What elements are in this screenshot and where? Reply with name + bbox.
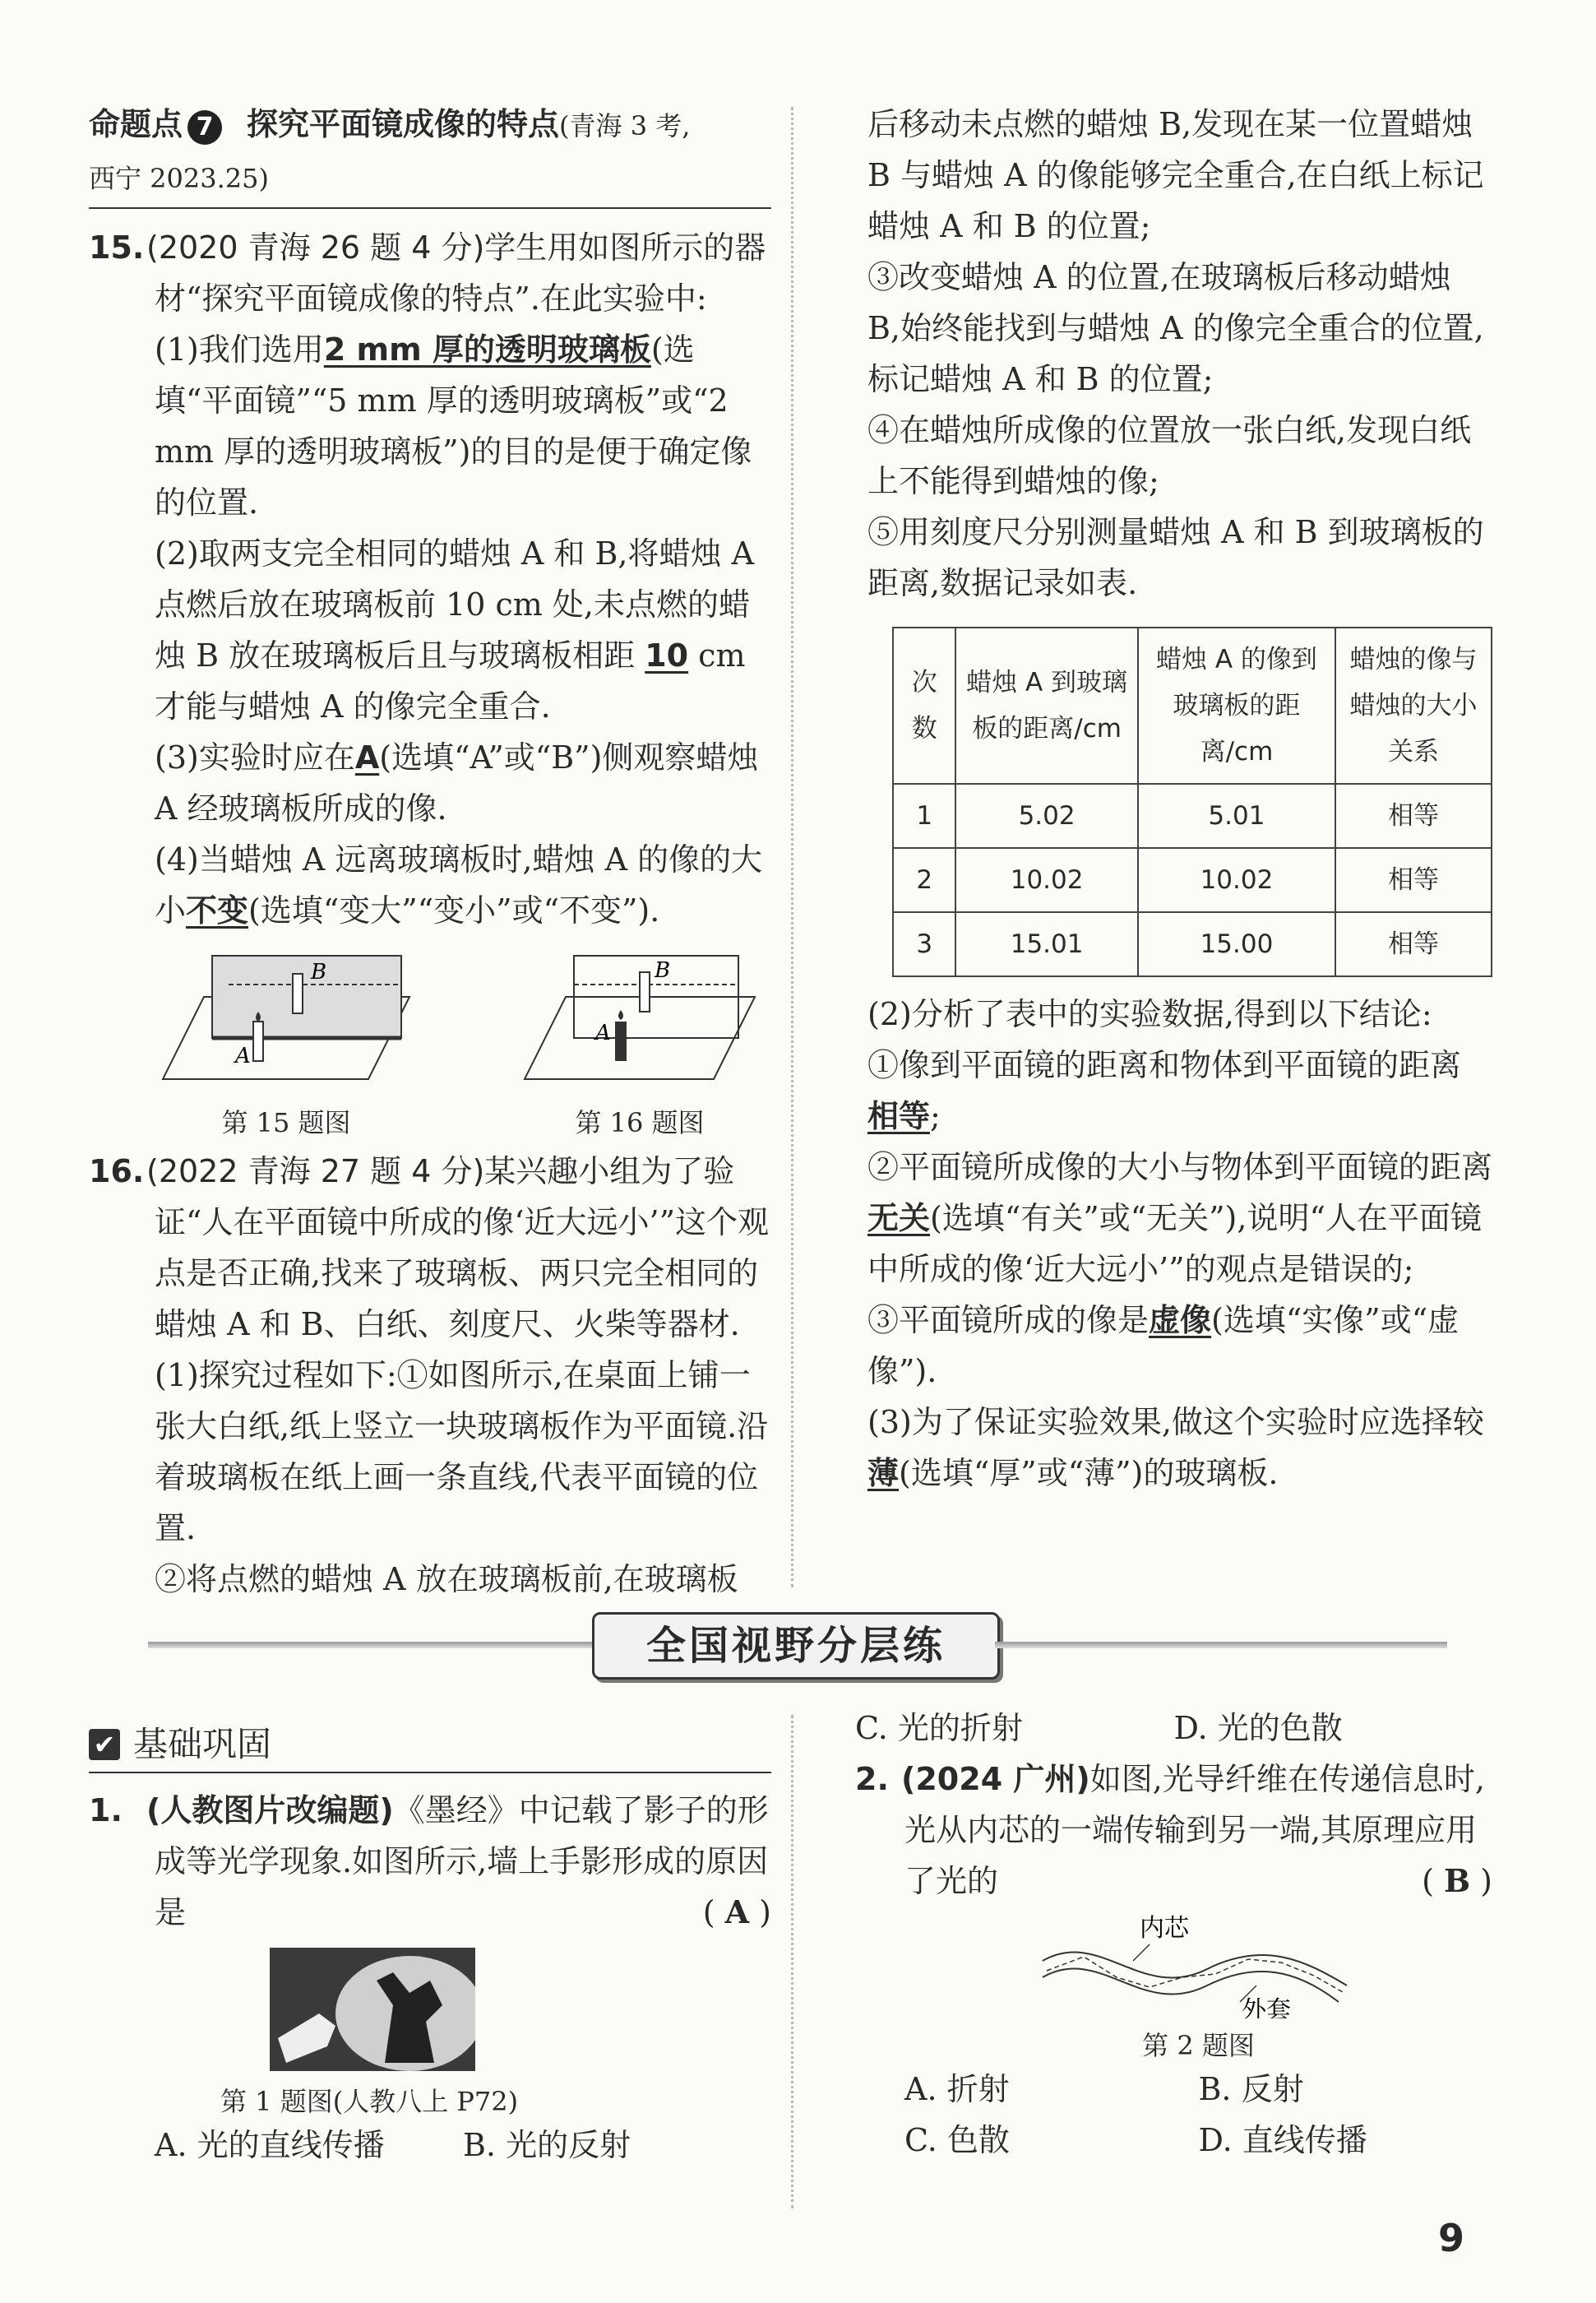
option-a: A. 折射 [904, 2071, 1010, 2107]
section-title: 基础巩固 [133, 1724, 272, 1764]
question-source: (人教图片改编题) [146, 1792, 394, 1828]
candle-b-label: B [311, 960, 327, 985]
table-header: 次数 [893, 628, 955, 784]
data-table [892, 627, 1492, 977]
q15-answer-4: 不变 [186, 892, 249, 929]
q16-answer-2: 无关 [867, 1200, 931, 1236]
q16-step-3: ③改变蜡烛 A 的位置,在玻璃板后移动蜡烛 B,始终能找到与蜡烛 A 的像完全重合的位置,标记蜡烛 A 和 B 的位置; [867, 259, 1484, 397]
section-heading [89, 1719, 771, 1773]
section-banner [148, 1612, 1447, 1678]
question-number: 2. [855, 1761, 889, 1797]
table-cell: 相等 [1335, 912, 1492, 976]
label-core: 内芯 [1139, 1914, 1189, 1943]
q2-options-row2 [904, 2115, 1492, 2166]
q16-conclusion-1: ①像到平面镜的距离和物体到平面镜的距离 [867, 1047, 1462, 1083]
option-c: C. 色散 [904, 2122, 1010, 2158]
table-header-row [893, 628, 1492, 784]
banner-rule-left [148, 1642, 592, 1648]
question-16 [89, 1146, 771, 1605]
q16-step-5: ⑤用刻度尺分别测量蜡烛 A 和 B 到玻璃板的距离,数据记录如表. [867, 514, 1484, 601]
q16-step-2: ②将点燃的蜡烛 A 放在玻璃板前,在玻璃板 [155, 1561, 738, 1597]
answer-bracket: ( B ) [1422, 1862, 1492, 1899]
question-source: (2022 青海 27 题 4 分) [146, 1153, 485, 1189]
figure-16-caption: 第 16 题图 [575, 1107, 705, 1138]
table-cell: 2 [893, 848, 955, 912]
q16-conclusion-3-end: (选填“实像”或“虚像”). [867, 1302, 1460, 1389]
q15-part2-text: (2)取两支完全相同的蜡烛 A 和 B,将蜡烛 A 点燃后放在玻璃板前 10 cm 处,未点燃的蜡烛 B 放在玻璃板后且与玻璃板相距 [155, 535, 755, 674]
question-15 [89, 222, 771, 936]
q15-part1-text: (1)我们选用 [155, 331, 324, 368]
q16-conclusion-3: ③平面镜所成的像是 [867, 1302, 1150, 1338]
table-cell: 15.00 [1138, 912, 1335, 976]
q16-answer-4: 薄 [867, 1455, 900, 1491]
topic-source-2: 西宁 2023.25) [89, 163, 269, 194]
table-cell: 10.02 [955, 848, 1137, 912]
q1-options-row1 [155, 2120, 771, 2171]
left-column [89, 99, 771, 1605]
right-column-bottom [855, 1703, 1492, 2166]
question-2 [855, 1754, 1492, 2166]
option-c: C. 光的折射 [855, 1710, 1023, 1746]
q1-options-row2 [855, 1703, 1492, 1754]
candle-a-label: A [235, 1044, 251, 1068]
option-a: A. 光的直线传播 [155, 2127, 385, 2163]
right-column [867, 99, 1492, 1499]
q16-answer-3: 虚像 [1149, 1302, 1212, 1338]
table-cell: 15.01 [955, 912, 1137, 976]
table-cell: 3 [893, 912, 955, 976]
table-cell: 5.02 [955, 784, 1137, 848]
left-column-bottom [89, 1719, 771, 2171]
question-source: (2020 青海 26 题 4 分) [146, 229, 485, 266]
hand-shadow-image [270, 1948, 475, 2071]
table-header: 蜡烛 A 的像到玻璃板的距离/cm [1138, 628, 1335, 784]
column-divider-bottom [791, 1715, 793, 2208]
mirror-setup-diagram-2 [516, 948, 763, 1096]
q15-answer-3: A [354, 739, 380, 776]
banner-title: 全国视野分层练 [592, 1612, 1000, 1680]
topic-number-badge: 7 [187, 110, 222, 145]
optical-fiber-diagram [1026, 1911, 1372, 2018]
q16-conclusion-1-end: ; [930, 1098, 941, 1134]
q15-part3-text-end: (选填“A”或“B”)侧观察蜡烛 A 经玻璃板所成的像. [155, 739, 759, 827]
figure-2 [904, 1911, 1492, 2064]
topic-heading [89, 99, 771, 209]
candle-a-label: A [595, 1021, 611, 1045]
question-number: 15. [89, 229, 145, 266]
figure-15 [155, 948, 418, 1141]
figure-16 [516, 948, 763, 1141]
answer-bracket: ( A ) [702, 1893, 771, 1930]
question-source: (2024 广州) [901, 1761, 1090, 1797]
option-b: B. 反射 [1198, 2071, 1304, 2107]
mirror-setup-diagram [155, 948, 418, 1096]
column-divider [791, 107, 793, 1587]
question-stem: 《墨经》中记载了影子的形成等光学现象.如图所示,墙上手影形成的原因是 [155, 1792, 769, 1930]
q15-answer-2: 10 [645, 637, 689, 674]
figure-1-caption: 第 1 题图(人教八上 P72) [220, 2086, 519, 2117]
q16-conclusion-intro: (2)分析了表中的实验数据,得到以下结论: [867, 996, 1432, 1032]
figures-15-16 [89, 948, 771, 1141]
q16-conclusion-2: ②平面镜所成像的大小与物体到平面镜的距离 [867, 1149, 1493, 1185]
q1-answer: A [724, 1893, 750, 1930]
q16-conclusion-2-end: (选填“有关”或“无关”),说明“人在平面镜中所成的像‘近大远小’”的观点是错误的; [867, 1200, 1482, 1287]
figure-2-caption: 第 2 题图 [1142, 2030, 1255, 2061]
topic-source-1: (青海 3 考, [559, 110, 691, 141]
topic-tag: 命题点 [89, 106, 183, 142]
option-b: B. 光的反射 [463, 2127, 631, 2163]
q16-step-2-cont: 后移动未点燃的蜡烛 B,发现在某一位置蜡烛 B 与蜡烛 A 的像能够完全重合,在白纸上标记蜡烛 A 和 B 的位置; [867, 106, 1484, 244]
table-header: 蜡烛的像与蜡烛的大小关系 [1335, 628, 1492, 784]
q16-step-1: (1)探究过程如下:①如图所示,在桌面上铺一张大白纸,纸上竖立一块玻璃板作为平面镜.沿着玻璃板在纸上画一条直线,代表平面镜的位置. [155, 1357, 769, 1546]
figure-15-caption: 第 15 题图 [221, 1107, 351, 1138]
topic-title: 探究平面镜成像的特点 [247, 106, 560, 142]
candle-b-label: B [655, 958, 671, 983]
q16-part3-end: (选填“厚”或“薄”)的玻璃板. [899, 1455, 1279, 1491]
page-number: 9 [1437, 2216, 1464, 2260]
option-d: D. 直线传播 [1198, 2122, 1367, 2158]
q2-options-row1 [904, 2064, 1492, 2115]
table-cell: 5.01 [1138, 784, 1335, 848]
table-row [893, 848, 1492, 912]
table-cell: 10.02 [1138, 848, 1335, 912]
q16-step-4: ④在蜡烛所成像的位置放一张白纸,发现白纸上不能得到蜡烛的像; [867, 412, 1472, 499]
checkmark-icon: ✔ [89, 1729, 120, 1760]
table-row [893, 912, 1492, 976]
table-cell: 相等 [1335, 848, 1492, 912]
question-stem: 学生用如图所示的器材“探究平面镜成像的特点”.在此实验中: [155, 229, 766, 317]
figure-1 [270, 1948, 771, 2080]
question-stem: 如图,光导纤维在传递信息时,光从内芯的一端传输到另一端,其原理应用了光的 [904, 1761, 1485, 1899]
table-cell: 1 [893, 784, 955, 848]
label-sheath: 外套 [1241, 1996, 1291, 2018]
q16-answer-1: 相等 [867, 1098, 931, 1134]
question-stem: 某兴趣小组为了验证“人在平面镜中所成的像‘近大远小’”这个观点是否正确,找来了玻璃板、两只完全相同的蜡烛 A 和 B、白纸、刻度尺、火柴等器材. [155, 1153, 770, 1342]
question-number: 16. [89, 1153, 145, 1189]
q2-answer: B [1443, 1862, 1471, 1899]
table-row [893, 784, 1492, 848]
q16-part3: (3)为了保证实验效果,做这个实验时应选择较 [867, 1404, 1484, 1440]
option-d: D. 光的色散 [1173, 1710, 1343, 1746]
question-1 [89, 1785, 771, 2171]
q15-part4-text: (4)当蜡烛 A 远离玻璃板时,蜡烛 A 的像的大小 [155, 841, 763, 929]
banner-rule-right [995, 1642, 1447, 1648]
table-header: 蜡烛 A 到玻璃板的距离/cm [955, 628, 1137, 784]
q15-answer-1: 2 mm 厚的透明玻璃板 [323, 331, 651, 368]
q15-part4-text-end: (选填“变大”“变小”或“不变”). [248, 892, 660, 929]
question-number: 1. [89, 1792, 123, 1828]
q15-part2-text-end: cm 才能与蜡烛 A 的像完全重合. [155, 637, 746, 725]
table-cell: 相等 [1335, 784, 1492, 848]
q15-part3-text: (3)实验时应在 [155, 739, 355, 776]
q15-part1-text-end: (选填“平面镜”“5 mm 厚的透明玻璃板”或“2 mm 厚的透明玻璃板”)的目的是便于确定像的位置. [155, 331, 752, 521]
